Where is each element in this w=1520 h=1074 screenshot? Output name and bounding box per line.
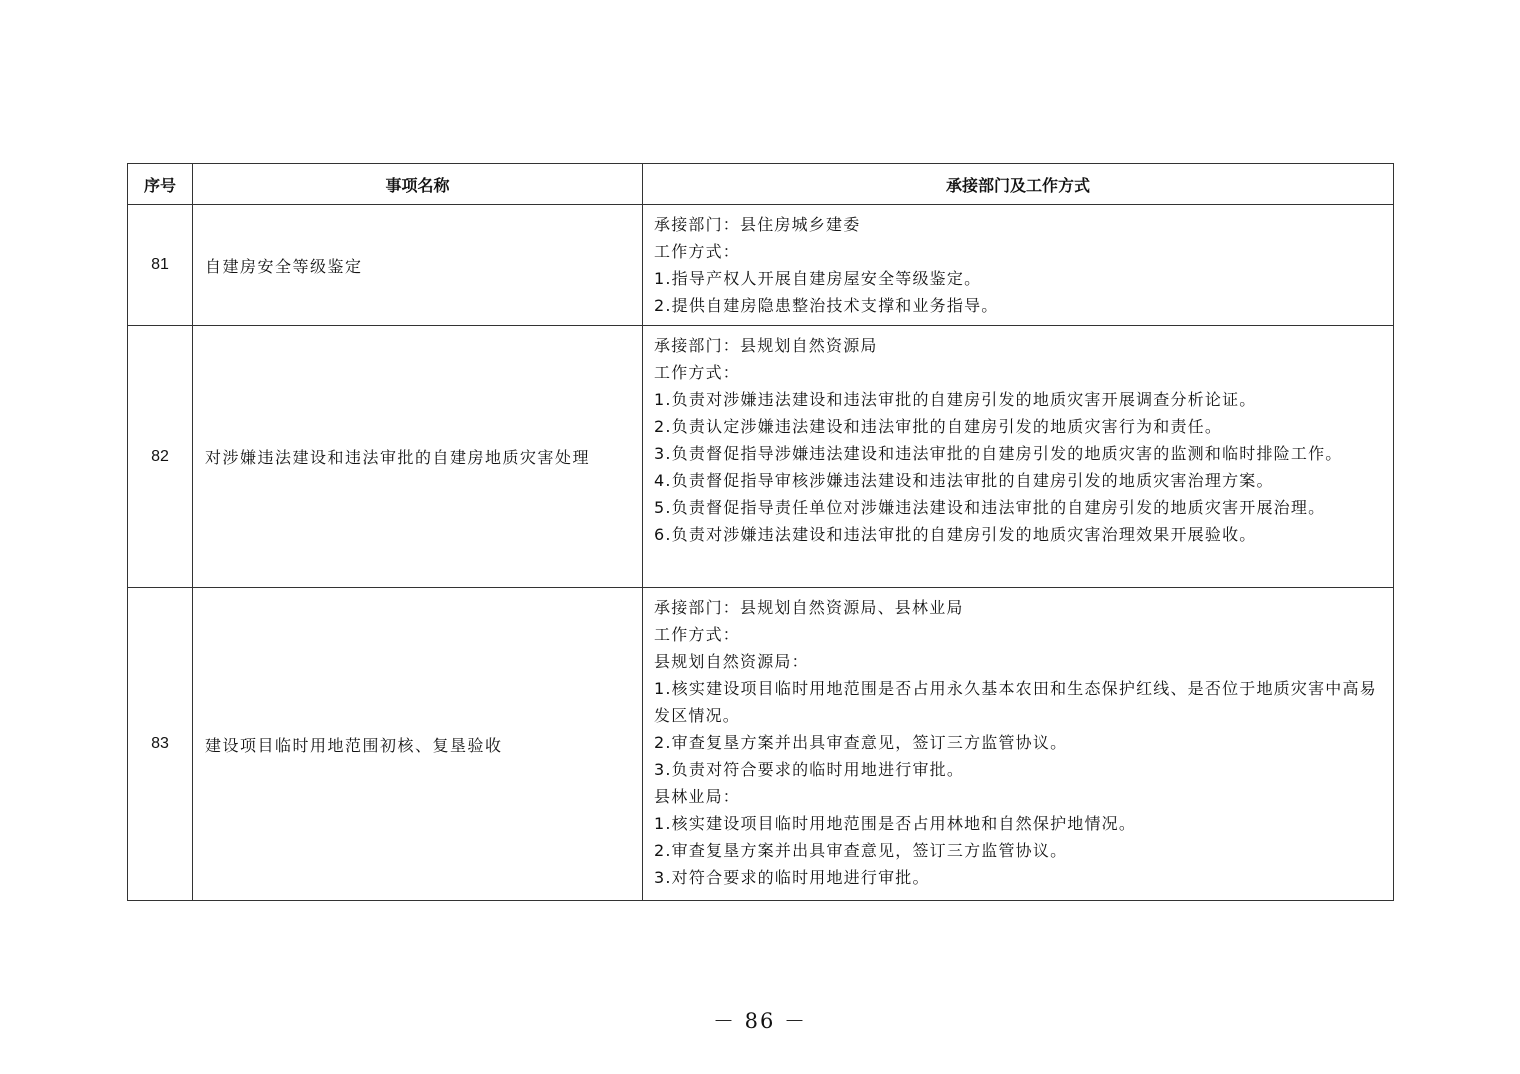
dept-line: 承接部门：县住房城乡建委 <box>654 215 861 234</box>
table-header-row <box>128 164 1394 205</box>
method-line: 4.负责督促指导审核涉嫌违法建设和违法审批的自建房引发的地质灾害治理方案。 <box>654 471 1274 490</box>
row-department-and-method <box>643 205 1394 326</box>
table-row <box>128 205 1394 326</box>
method-label: 工作方式： <box>654 363 741 382</box>
row-item-name: 对涉嫌违法建设和违法审批的自建房地质灾害处理 <box>193 326 643 588</box>
method-line: 2.审查复垦方案并出具审查意见，签订三方监管协议。 <box>654 841 1068 860</box>
method-label: 工作方式： <box>654 625 741 644</box>
method-line: 6.负责对涉嫌违法建设和违法审批的自建房引发的地质灾害治理效果开展验收。 <box>654 525 1257 544</box>
method-line: 3.对符合要求的临时用地进行审批。 <box>654 868 930 887</box>
row-serial-number: 82 <box>128 326 193 588</box>
row-department-and-method <box>643 588 1394 901</box>
method-line: 5.负责督促指导责任单位对涉嫌违法建设和违法审批的自建房引发的地质灾害开展治理。 <box>654 498 1326 517</box>
items-table-container <box>127 163 1393 901</box>
dept-line: 承接部门：县规划自然资源局、县林业局 <box>654 598 964 617</box>
row-item-name: 自建房安全等级鉴定 <box>193 205 643 326</box>
method-line: 1.指导产权人开展自建房屋安全等级鉴定。 <box>654 269 982 288</box>
method-line: 2.审查复垦方案并出具审查意见，签订三方监管协议。 <box>654 733 1068 752</box>
items-table <box>127 163 1394 901</box>
table-row <box>128 326 1394 588</box>
header-serial-number: 序号 <box>128 164 193 205</box>
row-item-name: 建设项目临时用地范围初核、复垦验收 <box>193 588 643 901</box>
method-line: 3.负责对符合要求的临时用地进行审批。 <box>654 760 965 779</box>
method-line: 1.核实建设项目临时用地范围是否占用永久基本农田和生态保护红线、是否位于地质灾害中高易发区情况。 <box>654 679 1377 725</box>
header-department-and-method: 承接部门及工作方式 <box>643 164 1394 205</box>
method-line: 1.核实建设项目临时用地范围是否占用林地和自然保护地情况。 <box>654 814 1137 833</box>
method-line: 1.负责对涉嫌违法建设和违法审批的自建房引发的地质灾害开展调查分析论证。 <box>654 390 1257 409</box>
method-line: 2.提供自建房隐患整治技术支撑和业务指导。 <box>654 296 999 315</box>
page-number: － 86 － <box>712 1009 808 1033</box>
sub-department-label: 县规划自然资源局： <box>654 652 809 671</box>
row-serial-number: 81 <box>128 205 193 326</box>
table-row <box>128 588 1394 901</box>
method-label: 工作方式： <box>654 242 741 261</box>
method-line: 3.负责督促指导涉嫌违法建设和违法审批的自建房引发的地质灾害的监测和临时排险工作。 <box>654 444 1343 463</box>
method-line: 2.负责认定涉嫌违法建设和违法审批的自建房引发的地质灾害行为和责任。 <box>654 417 1223 436</box>
row-department-and-method <box>643 326 1394 588</box>
row-serial-number: 83 <box>128 588 193 901</box>
sub-department-label: 县林业局： <box>654 787 741 806</box>
dept-line: 承接部门：县规划自然资源局 <box>654 336 878 355</box>
header-item-name: 事项名称 <box>193 164 643 205</box>
